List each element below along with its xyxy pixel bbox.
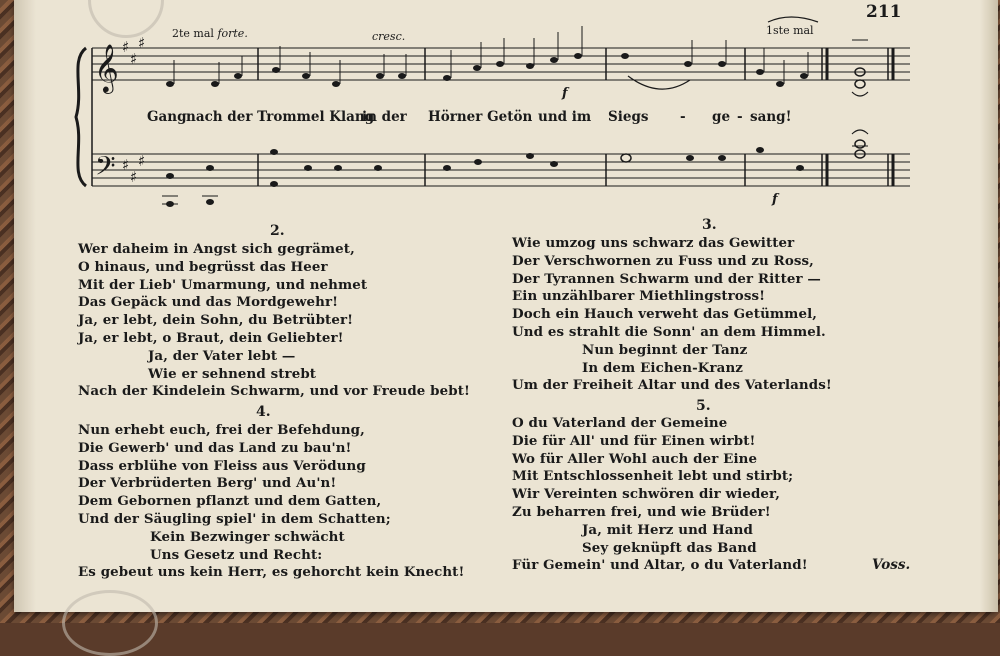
verse-5 xyxy=(512,415,808,575)
lyric-word: ge xyxy=(712,109,731,125)
verse-line: Zu beharren frei, und wie Brüder! xyxy=(512,503,771,520)
verse-line: Wir Vereinten schwören dir wieder, xyxy=(512,486,780,503)
verse-line: Um der Freiheit Altar und des Vaterlands! xyxy=(512,377,832,394)
verse-number: 5. xyxy=(696,398,711,414)
lyric-word: - xyxy=(680,109,686,125)
verse-line: Ja, er lebt, o Braut, dein Geliebter! xyxy=(78,329,344,346)
lyric-word: Gang xyxy=(147,109,187,125)
crescendo-marking: cresc. xyxy=(372,30,406,43)
lyric-word: in der xyxy=(362,109,407,125)
verse-line: Uns Gesetz und Recht: xyxy=(150,546,323,563)
treble-stems xyxy=(174,26,808,84)
verse-2 xyxy=(78,241,470,401)
staff-lines-bass xyxy=(92,154,910,186)
author-signature: Voss. xyxy=(872,557,911,573)
page-number: 211 xyxy=(866,2,902,22)
first-ending-marking: 1ste mal xyxy=(766,24,814,37)
verse-line: Wie umzog uns schwarz das Gewitter xyxy=(512,235,795,251)
verse-number: 2. xyxy=(270,223,285,239)
verse-line: Kein Bezwinger schwächt xyxy=(150,528,345,545)
verse-line: Das Gepäck und das Mordgewehr! xyxy=(78,294,339,311)
treble-notes xyxy=(166,53,865,88)
verse-line: Nun beginnt der Tanz xyxy=(582,341,748,358)
slur xyxy=(628,76,690,89)
verse-number: 3. xyxy=(702,217,717,233)
verse-4 xyxy=(78,422,464,582)
lyric-word: nach der Trommel Klang xyxy=(186,109,375,125)
verse-line: Ja, mit Herz und Hand xyxy=(582,521,753,538)
lyric-word: und im xyxy=(538,109,592,125)
forte-marking-lower: f xyxy=(772,192,778,207)
verse-line: Es gebeut uns kein Herr, es gehorcht kein Knecht! xyxy=(78,564,465,581)
fermata-icon xyxy=(852,92,868,134)
verse-number: 4. xyxy=(256,404,271,420)
verse-line: Der Tyrannen Schwarm und der Ritter — xyxy=(512,270,821,287)
svg-text:♯: ♯ xyxy=(122,156,130,174)
verse-line: Wer daheim in Angst sich gegrämet, xyxy=(78,241,355,257)
svg-text:♯: ♯ xyxy=(122,38,130,56)
verse-line: Der Verschwornen zu Fuss und zu Ross, xyxy=(512,252,814,269)
verse-line: Doch ein Hauch verweht das Getümmel, xyxy=(512,306,818,323)
lyric-word: Siegs xyxy=(608,109,649,125)
verse-line: Wo für Aller Wohl auch der Eine xyxy=(512,450,758,467)
verse-line: Die Gewerb' und das Land zu bau'n! xyxy=(78,439,352,456)
dynamic-marking-word: forte. xyxy=(217,27,248,40)
treble-clef-icon: 𝄞 xyxy=(94,43,119,92)
verse-line: Nach der Kindelein Schwarm, und vor Freude bebt! xyxy=(78,383,470,400)
verse-line: Und es strahlt die Sonn' an dem Himmel. xyxy=(512,323,826,340)
verse-line: Ja, er lebt, dein Sohn, du Betrübter! xyxy=(78,312,354,329)
key-signature-icon xyxy=(122,34,145,186)
verse-line: Ja, der Vater lebt — xyxy=(148,347,296,364)
verse-line: Wie er sehnend strebt xyxy=(148,365,317,382)
verse-line: Dem Gebornen pflanzt und dem Gatten, xyxy=(78,493,382,510)
verse-3 xyxy=(512,235,832,395)
lyric-word: sang! xyxy=(750,109,792,125)
svg-text:♯: ♯ xyxy=(138,152,146,170)
system-brace xyxy=(76,48,86,186)
first-ending-bracket xyxy=(768,17,818,22)
verse-line: Dass erblühe von Fleiss aus Verödung xyxy=(78,457,366,474)
verse-line: Mit der Lieb' Umarmung, und nehmet xyxy=(78,276,368,293)
verse-line: In dem Eichen-Kranz xyxy=(582,359,743,376)
lyric-word: - xyxy=(737,109,743,125)
forte-marking-upper: f xyxy=(562,86,568,101)
verse-line: Ein unzählbarer Miethlingstross! xyxy=(512,288,766,305)
svg-text:♯: ♯ xyxy=(130,50,138,68)
bass-clef-icon: 𝄢 xyxy=(95,150,116,188)
binder-clip-bottom xyxy=(62,590,158,656)
verse-line: Der Verbrüderten Berg' und Au'n! xyxy=(78,475,337,492)
verse-line: Mit Entschlossenheit lebt und stirbt; xyxy=(512,468,794,485)
lyric-word: Hörner Getön xyxy=(428,109,533,125)
bass-notes xyxy=(166,140,865,207)
verse-line: Und der Säugling spiel' in dem Schatten; xyxy=(78,510,391,527)
svg-text:♯: ♯ xyxy=(138,34,146,52)
verse-line: Für Gemein' und Altar, o du Vaterland! xyxy=(512,557,808,574)
verse-line: Nun erhebt euch, frei der Befehdung, xyxy=(78,422,365,438)
verse-line: Sey geknüpft das Band xyxy=(582,539,757,556)
verse-line: O du Vaterland der Gemeine xyxy=(512,415,728,431)
dynamic-marking-text: 2te mal xyxy=(172,27,214,40)
verse-line: O hinaus, und begrüsst das Heer xyxy=(78,258,328,275)
svg-text:♯: ♯ xyxy=(130,168,138,186)
verse-line: Die für All' und für Einen wirbt! xyxy=(512,432,756,449)
